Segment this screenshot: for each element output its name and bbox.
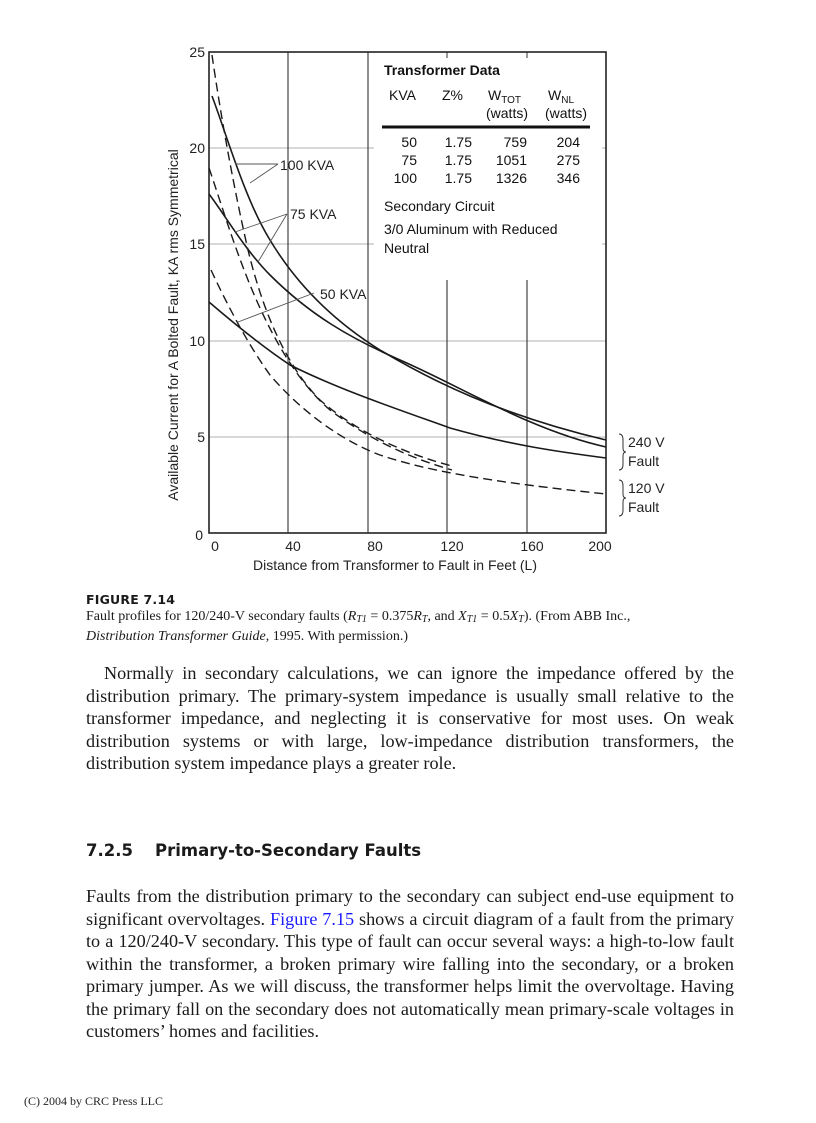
figure-7-14 [150, 40, 670, 580]
section-title: Primary-to-Secondary Faults [154, 841, 422, 860]
brace-240v [619, 434, 626, 470]
brace-120v [619, 480, 626, 516]
x-axis-ticks [211, 538, 612, 554]
label-100kva: 100 KVA [280, 157, 335, 173]
col-wtot: $W_{TOT}$ [488, 87, 522, 106]
source-title: Distribution Transformer Guide [86, 629, 266, 644]
col-z: Z% [442, 87, 463, 103]
section-number: 7.2.5 [86, 841, 133, 860]
table-title: Transformer Data [384, 62, 500, 78]
svg-text:20: 20 [189, 140, 205, 156]
svg-text:346: 346 [556, 170, 580, 186]
svg-text:759: 759 [503, 134, 527, 150]
col-kva: KVA [389, 87, 416, 103]
caption-text: Fault profiles for 120/240-V secondary faults (RT1 = 0.375RT, and XT1 = 0.5XT). (From ABB Inc., Distribution Transformer Guide, 1995. With permission.) [86, 609, 631, 644]
svg-text:200: 200 [588, 538, 612, 554]
svg-text:120: 120 [440, 538, 464, 554]
figure-7-15-link[interactable]: Figure 7.15 [269, 908, 355, 929]
copyright-footer: (C) 2004 by CRC Press LLC [24, 1094, 164, 1108]
label-50kva: 50 KVA [320, 286, 367, 302]
figure-caption [86, 591, 736, 645]
svg-text:10: 10 [189, 333, 205, 349]
secondary-circuit-title: Secondary Circuit [384, 198, 495, 214]
svg-text:1.75: 1.75 [444, 152, 472, 168]
svg-text:1326: 1326 [495, 170, 527, 186]
svg-text:15: 15 [189, 236, 205, 252]
svg-text:(watts): (watts) [486, 105, 528, 121]
paragraph-1: Normally in secondary calculations, we can ignore the impedance offered by the distribution primary. The primary-system impedance is usually small relative to the transformer impedance, and neglecting it is conservative for most uses. On weak distribution systems or with large, low-impedance distribution transformers, the distribution system impedance plays a greater role. [86, 663, 734, 773]
svg-text:25: 25 [189, 44, 205, 60]
svg-text:5: 5 [197, 429, 205, 445]
svg-text:0: 0 [211, 538, 219, 554]
secondary-circuit-line2: Neutral [384, 240, 430, 256]
y-axis-ticks [189, 44, 205, 543]
fault-profile-chart [150, 40, 670, 580]
svg-text:75: 75 [401, 152, 417, 168]
svg-text:(watts): (watts) [545, 105, 587, 121]
col-wnl: $W_{NL}$ [548, 87, 575, 106]
y-axis-label: Available Current for A Bolted Fault, KA rms Symmetrical [165, 149, 181, 501]
svg-text:1051: 1051 [495, 152, 527, 168]
label-240v-fault: Fault [628, 453, 660, 469]
svg-text:40: 40 [285, 538, 301, 554]
svg-text:204: 204 [556, 134, 580, 150]
label-240v: 240 V [628, 434, 665, 450]
label-120v: 120 V [628, 480, 665, 496]
svg-text:0: 0 [195, 527, 203, 543]
x-axis-label: Distance from Transformer to Fault in Feet (L) [253, 557, 537, 573]
section-heading [86, 841, 421, 860]
figure-label: FIGURE 7.14 [86, 592, 176, 607]
label-75kva: 75 KVA [290, 206, 337, 222]
svg-text:1.75: 1.75 [444, 170, 472, 186]
svg-text:275: 275 [556, 152, 580, 168]
svg-text:160: 160 [520, 538, 544, 554]
paragraph-2: Faults from the distribution primary to the secondary can subject end-use equipment to significant overvoltages. Figure 7.15 shows a circuit diagram of a fault from the primary to a 120/240-V secondary. This type of fault can occur several ways: a high-to-low fault within the transformer, a broken primary wire falling into the secondary, or a broken primary jumper. As we will discuss, the transformer helps limit the overvoltage. Having the primary fall on the secondary does not automatically mean primary-scale voltages in customers’ homes and facilities. [86, 886, 734, 1041]
svg-text:1.75: 1.75 [444, 134, 472, 150]
label-120v-fault: Fault [628, 499, 660, 515]
svg-text:80: 80 [367, 538, 383, 554]
svg-text:100: 100 [393, 170, 417, 186]
secondary-circuit-line1: 3/0 Aluminum with Reduced [384, 221, 558, 237]
svg-text:50: 50 [401, 134, 417, 150]
